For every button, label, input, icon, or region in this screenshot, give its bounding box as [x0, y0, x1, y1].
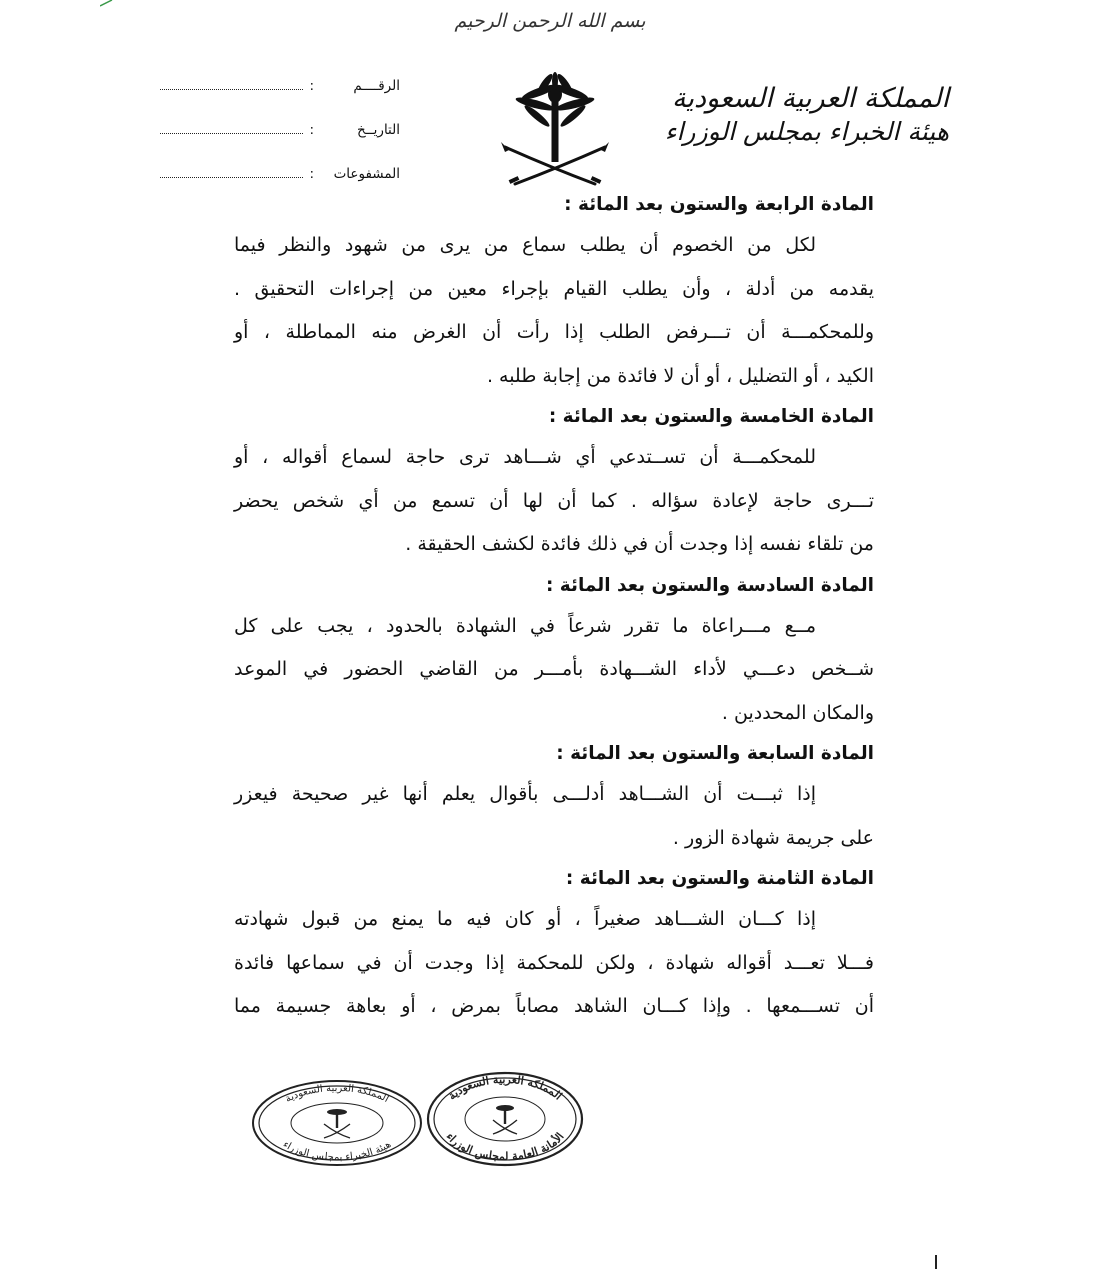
date-label: التاريــخ [357, 122, 400, 138]
stamp-top-text: المملكة العربية السعودية [445, 1072, 565, 1103]
corner-mark-icon [100, 0, 114, 8]
paragraph-line: للمحكمـــة أن تســتدعي أي شـــاهد ترى حاجة لسماع أقواله ، أو [234, 446, 816, 468]
council-secretariat-stamp-icon [425, 1070, 585, 1168]
paragraph-line: شــخص دعـــي لأداء الشـــهادة بأمـــر من القاضي الحضور في الموعد [234, 658, 874, 680]
date-dotted-line [160, 123, 303, 134]
article-165 [234, 398, 874, 567]
paragraph-line: إذا ثبـــت أن الشـــاهد أدلـــى بأقوال يعلم أنها غير صحيحة فيعزر [234, 783, 816, 805]
attachments-label: المشفوعات [333, 166, 400, 182]
date-field [160, 122, 400, 166]
paragraph-line: على جريمة شهادة الزور . [672, 826, 874, 849]
paragraph-line: وللمحكمـــة أن تـــرفض الطلب إذا رأت أن الغرض منه المماطلة ، أو [234, 321, 874, 343]
paragraph-line: والمكان المحددين . [721, 701, 874, 724]
article-heading: المادة الثامنة والستون بعد المائة : [565, 868, 874, 889]
number-dotted-line [160, 79, 303, 90]
paragraph-line: فـــلا تعـــد أقواله شهادة ، ولكن للمحكمة إذا وجدت أن في سماعها فائدة [234, 951, 874, 974]
article-heading: المادة الرابعة والستون بعد المائة : [564, 194, 874, 215]
article-heading: المادة الخامسة والستون بعد المائة : [548, 406, 874, 427]
paragraph-line: من تلقاء نفسه إذا وجدت أن في ذلك فائدة لكشف الحقيقة . [405, 533, 874, 555]
stamp-top-text: المملكة العربية السعودية [283, 1082, 391, 1105]
article-heading: المادة السابعة والستون بعد المائة : [556, 743, 874, 764]
svg-text:المملكة العربية السعودية [446, 1073, 565, 1103]
number-label: الرقــــم [353, 78, 400, 94]
date-colon: : [309, 122, 314, 138]
kingdom-name: المملكة العربية السعودية [671, 83, 949, 114]
article-168 [234, 860, 874, 1029]
article-164 [234, 186, 874, 398]
attachments-colon: : [309, 166, 314, 182]
article-166 [234, 567, 874, 736]
bureau-name: هيئة الخبراء بمجلس الوزراء [664, 117, 949, 146]
experts-bureau-stamp-icon [250, 1078, 424, 1168]
attachments-dotted-line [160, 167, 303, 178]
paragraph-line: تـــرى حاجة لإعادة سؤاله . كما أن لها أن تسمع من أي شخص يحضر [234, 489, 874, 512]
article-heading: المادة السادسة والستون بعد المائة : [545, 574, 874, 596]
organization-header [665, 82, 949, 148]
document-body [234, 186, 874, 1029]
paragraph-line: الكيد ، أو التضليل ، أو أن لا فائدة من إجابة طلبه . [486, 364, 874, 387]
paragraph-line: إذا كـــان الشـــاهد صغيراً ، أو كان فيه ما يمنع من قبول شهادته [234, 908, 816, 930]
basmala: بسم الله الرحمن الرحيم [454, 10, 646, 32]
paragraph-line: لكل من الخصوم أن يطلب سماع من يرى من شهود والنظر فيما [234, 234, 816, 256]
palm-swords-emblem-icon [495, 72, 615, 200]
paragraph-line: يقدمه من أدلة ، وأن يطلب القيام بإجراء معين من إجراءات التحقيق . [234, 277, 874, 300]
article-167 [234, 735, 874, 860]
stamp-bottom-text: الأمانة العامة لمجلس الوزراء [443, 1130, 567, 1164]
number-field [160, 78, 400, 122]
number-colon: : [309, 78, 314, 94]
paragraph-line: أن تســـمعها . وإذا كـــان الشاهد مصاباً بمرض ، أو بعاهة جسيمة مما [234, 995, 874, 1017]
page-edge-mark [935, 1255, 937, 1269]
stamp-bottom-text: هيئة الخبراء بمجلس الوزراء [280, 1139, 394, 1164]
paragraph-line: مــع مـــراعاة ما تقرر شرعاً في الشهادة بالحدود ، يجب على كل [234, 614, 816, 637]
